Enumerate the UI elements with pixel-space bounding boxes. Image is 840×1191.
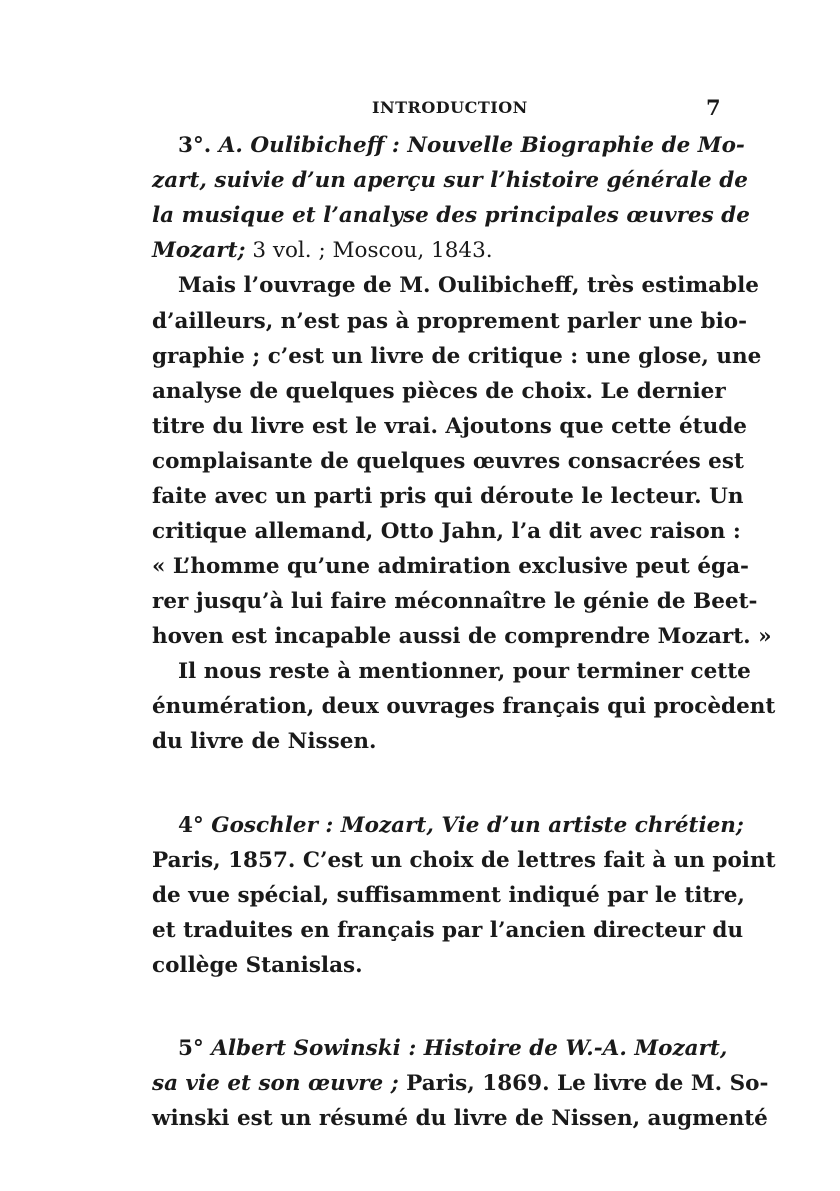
text-line: graphie ; c’est un livre de critique : une glose, une: [152, 344, 762, 369]
text-line: rer jusqu’à lui faire méconnaître le génie de Beet-: [152, 589, 758, 614]
text-line: Mais l’ouvrage de M. Oulibicheff, très estimable: [178, 273, 759, 298]
text-line: complaisante de quelques œuvres consacrées est: [152, 449, 744, 474]
text-line: zart, suivie d’un aperçu sur l’histoire générale de: [152, 168, 748, 193]
text-line: titre du livre est le vrai. Ajoutons que cette étude: [152, 414, 747, 439]
text-line: analyse de quelques pièces de choix. Le dernier: [152, 379, 726, 404]
text-line: 3°. A. Oulibicheff : Nouvelle Biographie de Mo-: [178, 133, 745, 158]
text-line: hoven est incapable aussi de comprendre Mozart. »: [152, 624, 772, 649]
text-line: « L’homme qu’une admiration exclusive peut éga-: [152, 554, 749, 579]
text-line: critique allemand, Otto Jahn, l’a dit avec raison :: [152, 519, 741, 544]
text-line: d’ailleurs, n’est pas à proprement parler une bio-: [152, 309, 748, 334]
page-number: 7: [706, 95, 721, 120]
text-line: 4° Goschler : Mozart, Vie d’un artiste chrétien;: [178, 813, 744, 838]
text-line: Paris, 1857. C’est un choix de lettres fait à un point: [152, 848, 776, 873]
running-title: INTRODUCTION: [372, 98, 528, 117]
running-header: [0, 95, 840, 128]
text-line: Il nous reste à mentionner, pour terminer cette: [178, 659, 751, 684]
text-line: Mozart; 3 vol. ; Moscou, 1843.: [152, 238, 493, 263]
text-line: sa vie et son œuvre ; Paris, 1869. Le livre de M. So-: [152, 1071, 769, 1096]
text-line: énumération, deux ouvrages français qui procèdent: [152, 694, 776, 719]
text-line: collège Stanislas.: [152, 953, 363, 978]
text-line: faite avec un parti pris qui déroute le lecteur. Un: [152, 484, 744, 509]
text-line: du livre de Nissen.: [152, 729, 377, 754]
text-line: winski est un résumé du livre de Nissen, augmenté: [152, 1106, 768, 1131]
text-line: et traduites en français par l’ancien directeur du: [152, 918, 744, 943]
text-line: 5° Albert Sowinski : Histoire de W.-A. Mozart,: [178, 1036, 728, 1061]
text-line: la musique et l’analyse des principales œuvres de: [152, 203, 750, 228]
text-line: de vue spécial, suffisamment indiqué par le titre,: [152, 883, 745, 908]
